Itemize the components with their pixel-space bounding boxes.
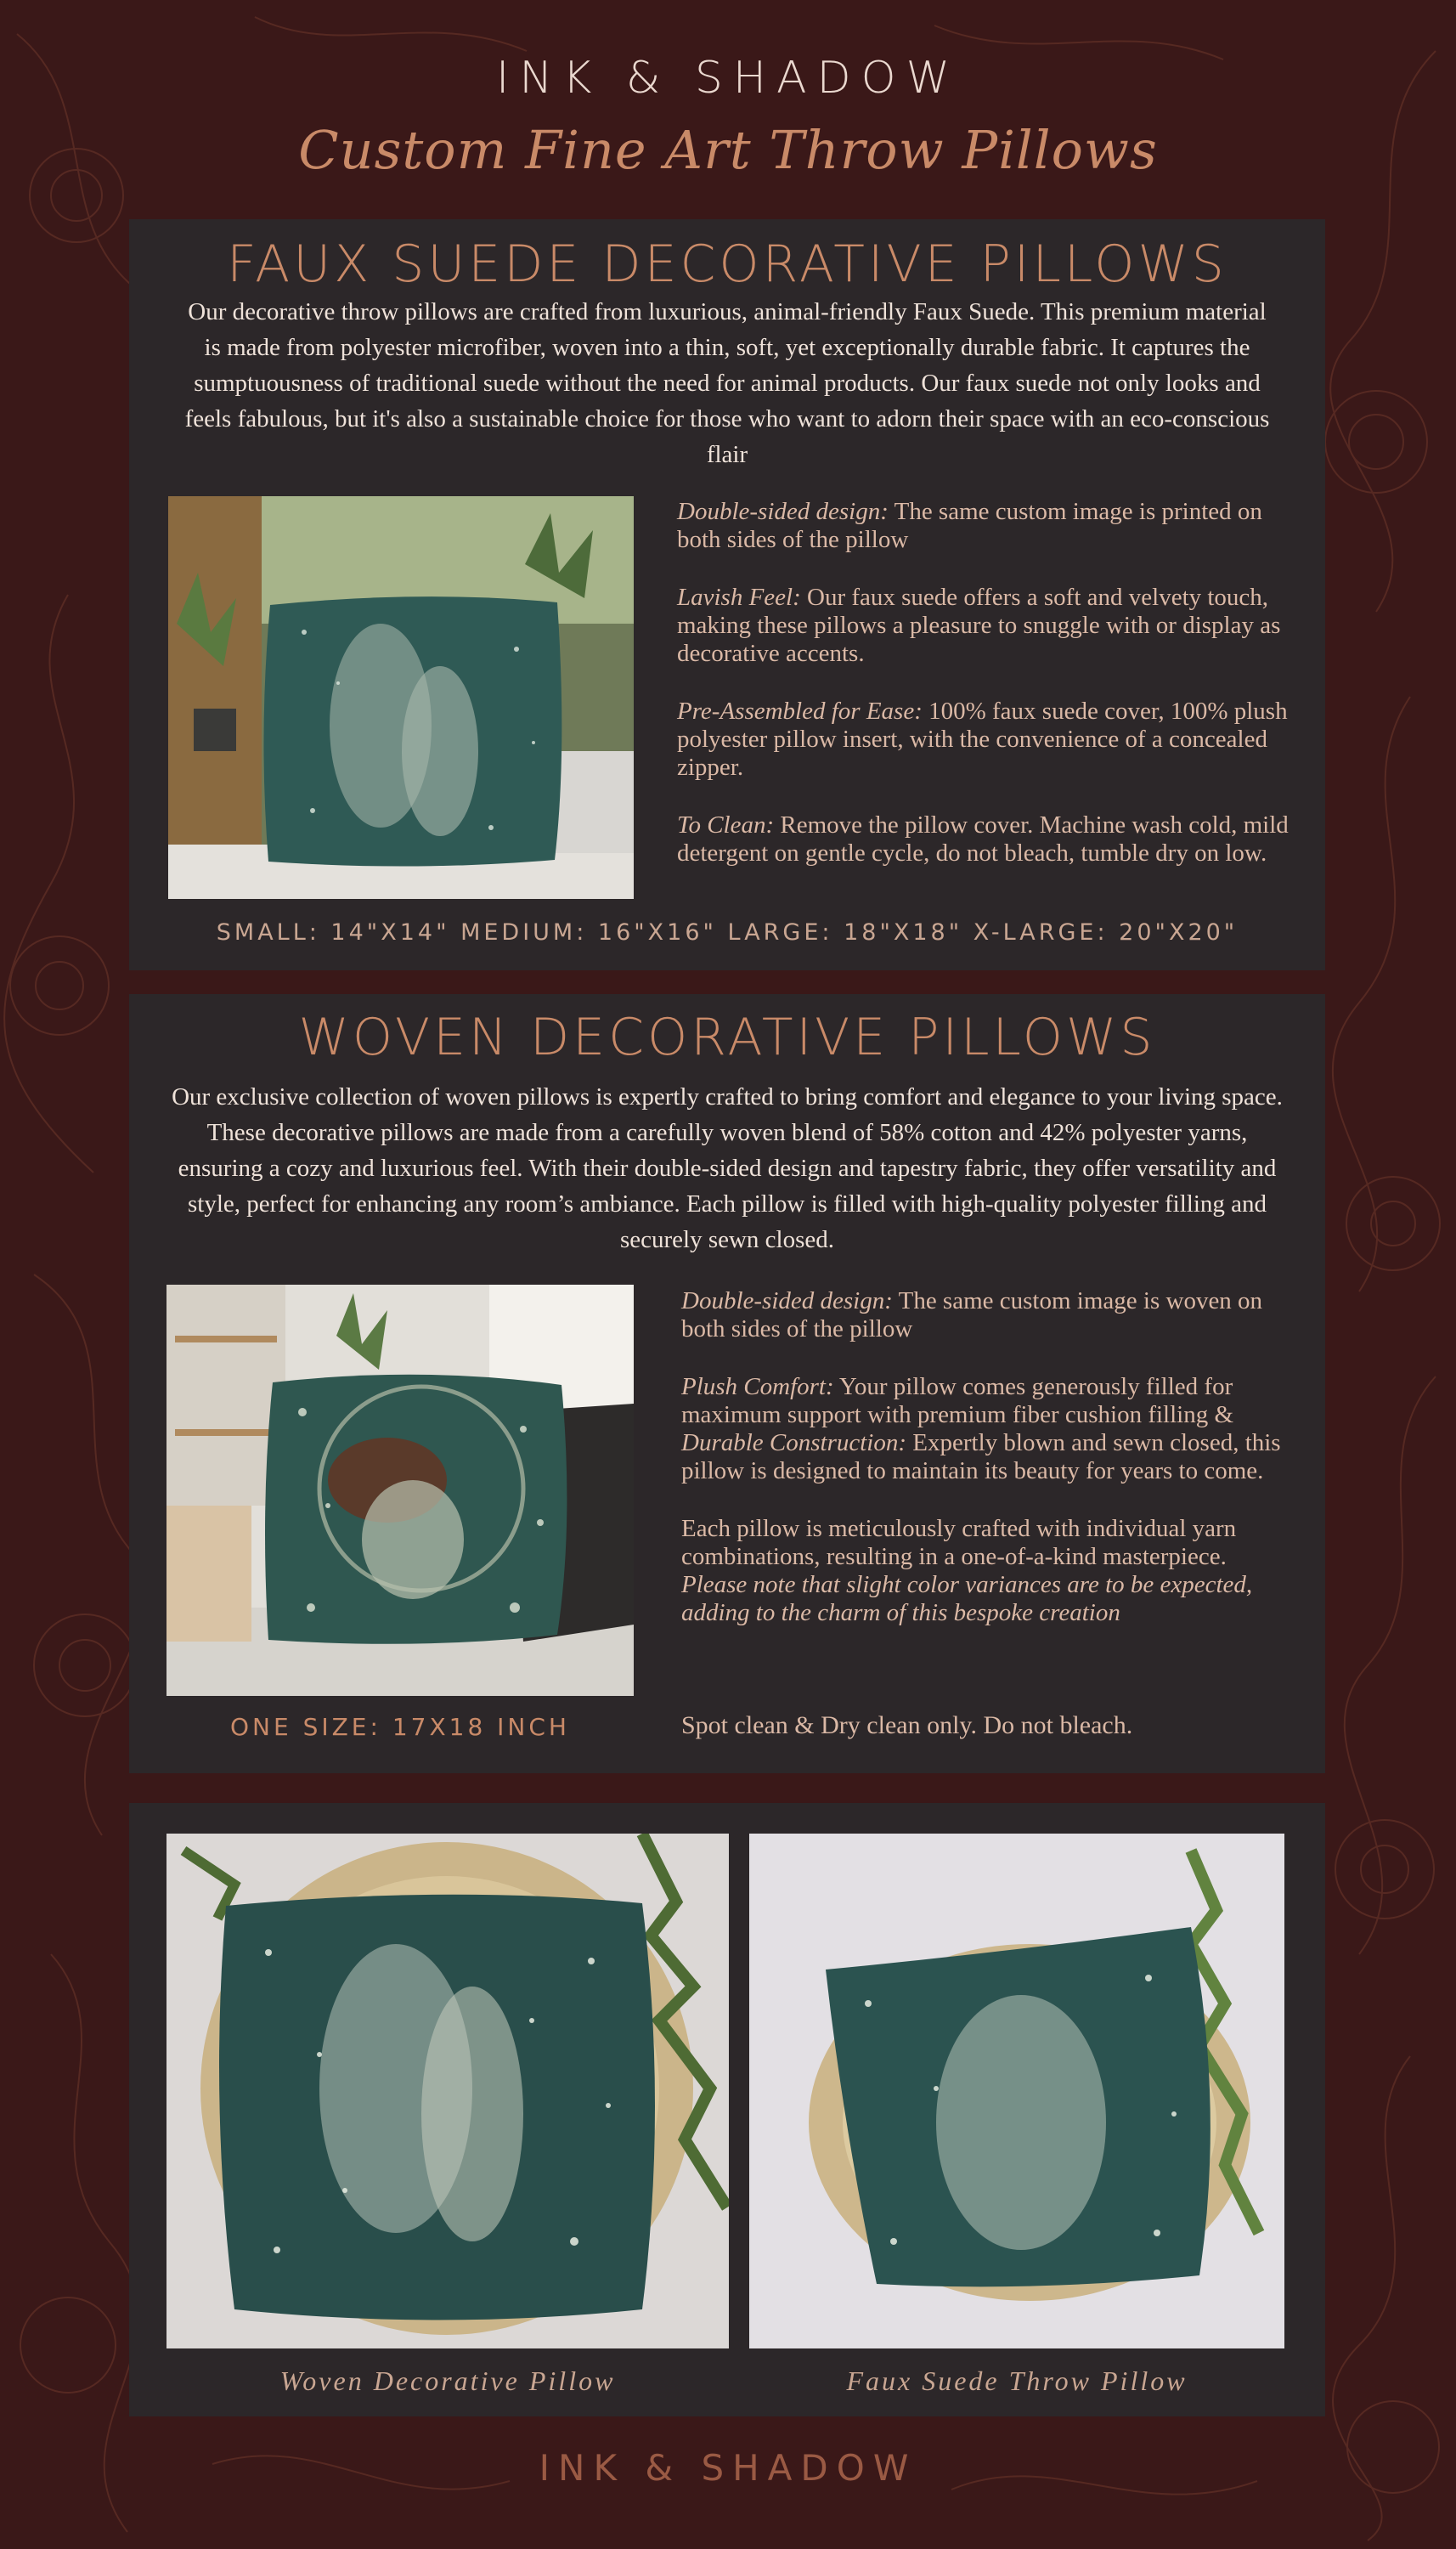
faux-suede-pillow-gallery-photo	[749, 1834, 1284, 2348]
feature-lavish-feel: Lavish Feel: Our faux suede offers a soft and velvety touch, making these pillows a pleasure to snuggle with or display as decorative accents.	[677, 584, 1281, 667]
section-intro: Our decorative throw pillows are crafted from luxurious, animal-friendly Faux Suede. This premium material is made from polyester microfiber, woven into a thin, soft, yet exceptionally durable fabric. It captures the sumptuousness of traditional suede without the need for animal products. Our faux suede not only looks and feels fabulous, but it's also a sustainable choice for those who want to adorn their space with an eco-conscious flair	[184, 298, 1270, 468]
feature-craftsmanship: Each pillow is meticulously crafted with individual yarn combinations, resulting in a one-of-a-kind masterpiece. Please note that slight color variances are to be expected, adding to the charm of this bespoke creation	[681, 1515, 1253, 1626]
footer-brand: INK & SHADOW	[539, 2447, 917, 2489]
faux-suede-section	[129, 219, 1325, 970]
woven-size: ONE SIZE: 17X18 INCH	[230, 1713, 570, 1741]
feature-double-sided: Double-sided design: The same custom image is printed on both sides of the pillow	[677, 498, 1262, 553]
faux-suede-features	[677, 498, 1289, 897]
feature-pre-assembled: Pre-Assembled for Ease: 100% faux suede cover, 100% plush polyester pillow insert, with the convenience of a concealed zipper.	[677, 698, 1288, 781]
feature-to-clean: To Clean: Remove the pillow cover. Machine wash cold, mild detergent on gentle cycle, do not bleach, tumble dry on low.	[677, 811, 1289, 867]
woven-section	[129, 994, 1325, 1773]
feature-plush-comfort: Plush Comfort: Your pillow comes generously filled for maximum support with premium fiber cushion filling & Durable Construction: Expertly blown and sewn closed, this pillow is designed to maintain its beauty for years to come.	[681, 1373, 1281, 1484]
woven-features	[681, 1287, 1291, 1657]
woven-pillow-gallery-photo	[166, 1834, 729, 2348]
section-title: WOVEN DECORATIVE PILLOWS	[298, 1008, 1156, 1067]
section-title: FAUX SUEDE DECORATIVE PILLOWS	[227, 235, 1227, 294]
gallery-caption-left: Woven Decorative Pillow	[279, 2365, 616, 2396]
gallery-caption-right: Faux Suede Throw Pillow	[846, 2365, 1188, 2396]
woven-care-instructions: Spot clean & Dry clean only. Do not bleach.	[681, 1711, 1133, 1739]
woven-pillow-photo	[166, 1285, 634, 1696]
faux-suede-pillow-photo	[168, 496, 634, 899]
feature-double-sided: Double-sided design: The same custom image is woven on both sides of the pillow	[681, 1287, 1263, 1342]
gallery-section	[129, 1803, 1325, 2416]
brand-subtitle: Custom Fine Art Throw Pillows	[298, 119, 1158, 181]
brand-title: INK & SHADOW	[495, 53, 960, 104]
size-options: SMALL: 14"X14" MEDIUM: 16"X16" LARGE: 18"X18" X-LARGE: 20"X20"	[216, 919, 1239, 946]
section-intro: Our exclusive collection of woven pillows is expertly crafted to bring comfort and elegance to your living space. These decorative pillows are made from a carefully woven blend of 58% cotton and 42% polyester yarns, ensuring a cozy and luxurious feel. With their double-sided design and tapestry fabric, they offer versatility and style, perfect for enhancing any room’s ambiance. Each pillow is filled with high-quality polyester filling and securely sewn closed.	[172, 1083, 1283, 1253]
